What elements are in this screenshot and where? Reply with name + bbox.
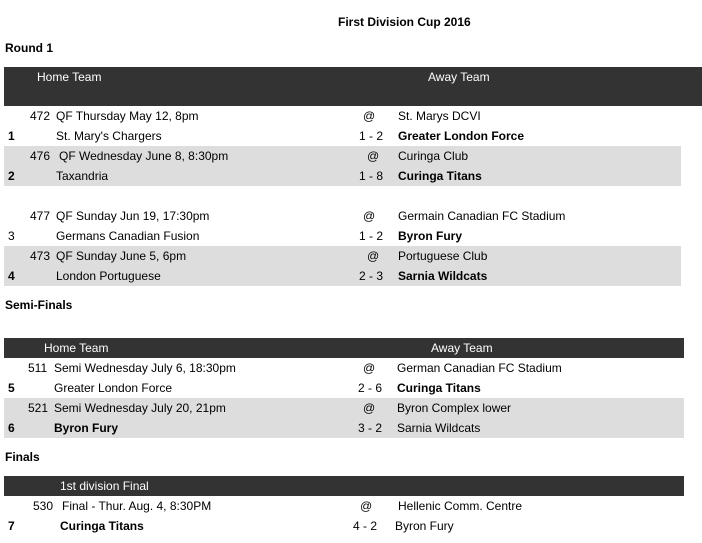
venue: Hellenic Comm. Centre <box>398 499 523 513</box>
at-symbol: @ <box>363 209 376 223</box>
home-team: Greater London Force <box>54 381 173 395</box>
at-symbol: @ <box>360 499 373 513</box>
venue: Byron Complex lower <box>397 401 512 415</box>
game-number: 521 <box>28 401 49 415</box>
venue: German Canadian FC Stadium <box>397 361 562 375</box>
game-number: 476 <box>30 149 51 163</box>
venue: Portuguese Club <box>398 249 488 263</box>
home-team: Byron Fury <box>54 421 119 435</box>
match-number: 6 <box>8 421 15 435</box>
score: 2 - 3 <box>359 269 384 283</box>
at-symbol: @ <box>363 361 376 375</box>
venue: Germain Canadian FC Stadium <box>398 209 566 223</box>
finals-header <box>4 476 684 496</box>
away-team-header: Away Team <box>431 341 493 355</box>
score: 2 - 6 <box>358 381 383 395</box>
game-description: Final - Thur. Aug. 4, 8:30PM <box>62 499 212 513</box>
away-team: Curinga Titans <box>398 169 482 183</box>
score: 1 - 2 <box>359 129 384 143</box>
page-title: First Division Cup 2016 <box>338 15 471 29</box>
at-symbol: @ <box>363 401 376 415</box>
game-number: 530 <box>33 499 54 513</box>
match-number: 1 <box>8 129 15 143</box>
venue: Curinga Club <box>398 149 469 163</box>
home-team-header: Home Team <box>44 341 109 355</box>
game-description: Semi Wednesday July 6, 18:30pm <box>54 361 236 375</box>
away-team: Sarnia Wildcats <box>398 269 488 283</box>
game-description: Semi Wednesday July 20, 21pm <box>54 401 226 415</box>
game-description: QF Wednesday June 8, 8:30pm <box>59 149 229 163</box>
score: 3 - 2 <box>358 421 383 435</box>
away-team: Byron Fury <box>395 519 454 533</box>
at-symbol: @ <box>363 109 376 123</box>
round1-header <box>4 67 702 106</box>
game-description: QF Sunday Jun 19, 17:30pm <box>56 209 210 223</box>
at-symbol: @ <box>367 249 380 263</box>
game-number: 473 <box>30 249 51 263</box>
game-number: 472 <box>30 109 51 123</box>
at-symbol: @ <box>367 149 380 163</box>
home-team: Taxandria <box>56 169 109 183</box>
match-number: 2 <box>8 169 15 183</box>
section-title-finals: Finals <box>5 450 40 464</box>
game-number: 477 <box>30 209 51 223</box>
score: 1 - 2 <box>359 229 384 243</box>
away-team: Sarnia Wildcats <box>397 421 481 435</box>
score: 1 - 8 <box>359 169 384 183</box>
game-number: 511 <box>28 361 48 375</box>
section-title-semis: Semi-Finals <box>5 298 73 312</box>
away-team-header: Away Team <box>428 70 490 84</box>
home-team-header: Home Team <box>37 70 102 84</box>
away-team: Curinga Titans <box>397 381 481 395</box>
away-team: Byron Fury <box>398 229 463 243</box>
score: 4 - 2 <box>353 519 378 533</box>
home-team: Germans Canadian Fusion <box>56 229 200 243</box>
home-team: Curinga Titans <box>60 519 144 533</box>
match-number: 5 <box>8 381 15 395</box>
venue: St. Marys DCVI <box>398 109 481 123</box>
section-title-round1: Round 1 <box>5 41 53 55</box>
match-number: 4 <box>8 269 15 283</box>
match-number: 3 <box>8 229 15 243</box>
semis-header <box>4 338 684 358</box>
home-team: London Portuguese <box>56 269 161 283</box>
away-team: Greater London Force <box>398 129 525 143</box>
game-description: QF Thursday May 12, 8pm <box>56 109 199 123</box>
game-description: QF Sunday June 5, 6pm <box>56 249 187 263</box>
home-team: St. Mary's Chargers <box>56 129 162 143</box>
match-number: 7 <box>8 519 15 533</box>
final-header-label: 1st division Final <box>60 479 149 493</box>
